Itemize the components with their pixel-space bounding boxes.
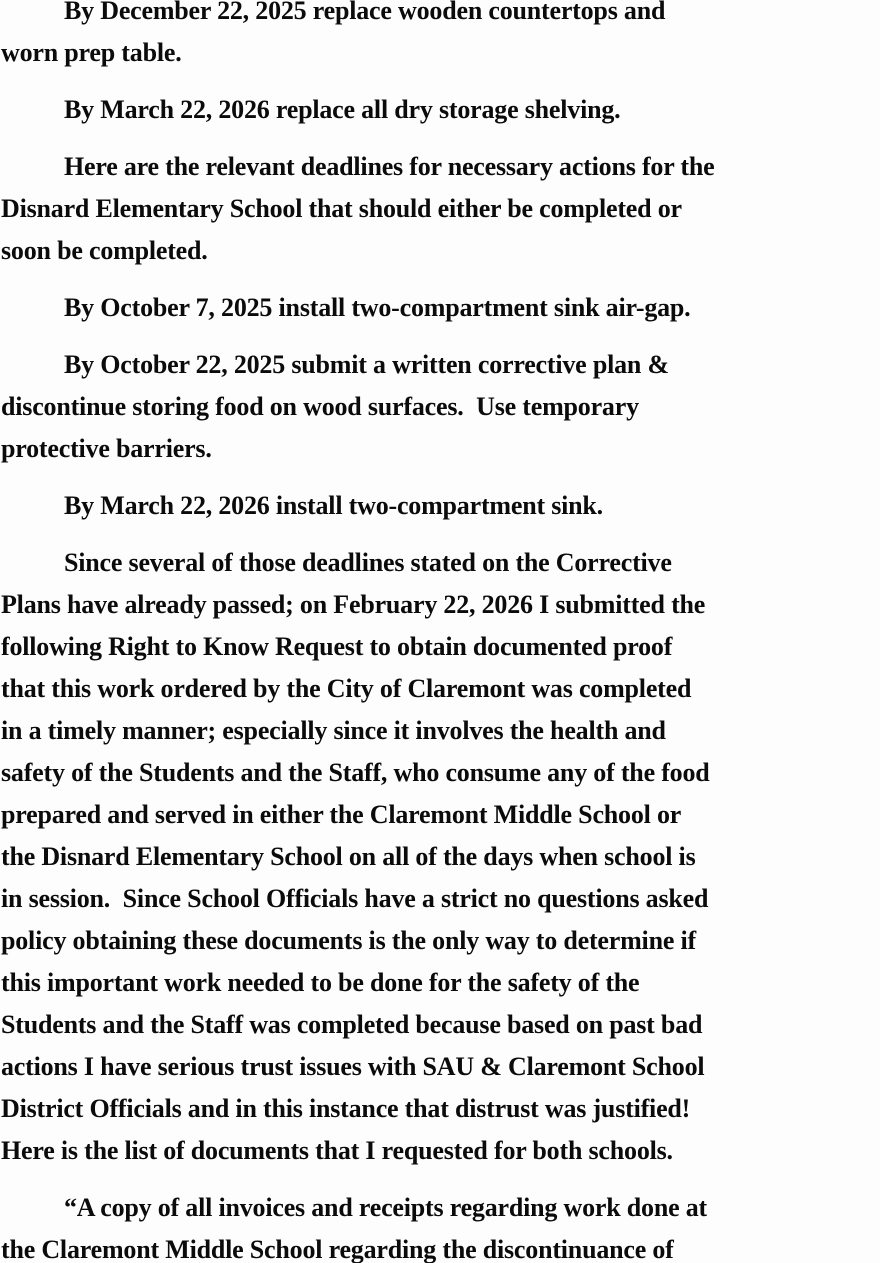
paragraph — [0, 542, 880, 1172]
paragraph — [0, 485, 880, 527]
paragraph — [0, 146, 880, 272]
text-line: discontinue storing food on wood surfaces. Use temporary — [1, 392, 639, 421]
text-line: safety of the Students and the Staff, who consume any of the food — [1, 758, 710, 787]
text-line: this important work needed to be done for the safety of the — [1, 968, 640, 997]
text-line: actions I have serious trust issues with SAU & Claremont School — [1, 1052, 705, 1081]
text-line: Here is the list of documents that I requested for both schools. — [1, 1136, 673, 1165]
paragraph — [0, 0, 880, 74]
paragraph — [0, 1187, 880, 1263]
text-line: By October 7, 2025 install two-compartment sink air-gap. — [64, 293, 691, 322]
text-line: in session. Since School Officials have a strict no questions asked — [1, 884, 709, 913]
text-line: the Disnard Elementary School on all of the days when school is — [1, 842, 696, 871]
text-line: By December 22, 2025 replace wooden countertops and — [64, 0, 666, 25]
paragraph — [0, 344, 880, 470]
text-line: By March 22, 2026 replace all dry storage shelving. — [64, 95, 621, 124]
text-line: District Officials and in this instance that distrust was justified! — [1, 1094, 691, 1123]
text-line: prepared and served in either the Claremont Middle School or — [1, 800, 682, 829]
text-line: Plans have already passed; on February 22, 2026 I submitted the — [1, 590, 706, 619]
text-line: By March 22, 2026 install two-compartment sink. — [64, 491, 603, 520]
text-line: following Right to Know Request to obtain documented proof — [1, 632, 673, 661]
text-line: “A copy of all invoices and receipts regarding work done at — [64, 1193, 708, 1222]
text-line: in a timely manner; especially since it involves the health and — [1, 716, 666, 745]
paragraph — [0, 287, 880, 329]
text-line: protective barriers. — [1, 434, 212, 463]
text-line: By October 22, 2025 submit a written corrective plan & — [64, 350, 669, 379]
text-line: Disnard Elementary School that should either be completed or — [1, 194, 682, 223]
text-line: that this work ordered by the City of Claremont was completed — [1, 674, 692, 703]
text-line: Since several of those deadlines stated on the Corrective — [64, 548, 672, 577]
text-line: Here are the relevant deadlines for necessary actions for the — [64, 152, 715, 181]
text-line: the Claremont Middle School regarding the discontinuance of — [1, 1235, 674, 1263]
text-line: Students and the Staff was completed because based on past bad — [1, 1010, 703, 1039]
text-line: policy obtaining these documents is the only way to determine if — [1, 926, 696, 955]
text-line: soon be completed. — [1, 236, 208, 265]
text-line: worn prep table. — [1, 38, 182, 67]
paragraph — [0, 89, 880, 131]
